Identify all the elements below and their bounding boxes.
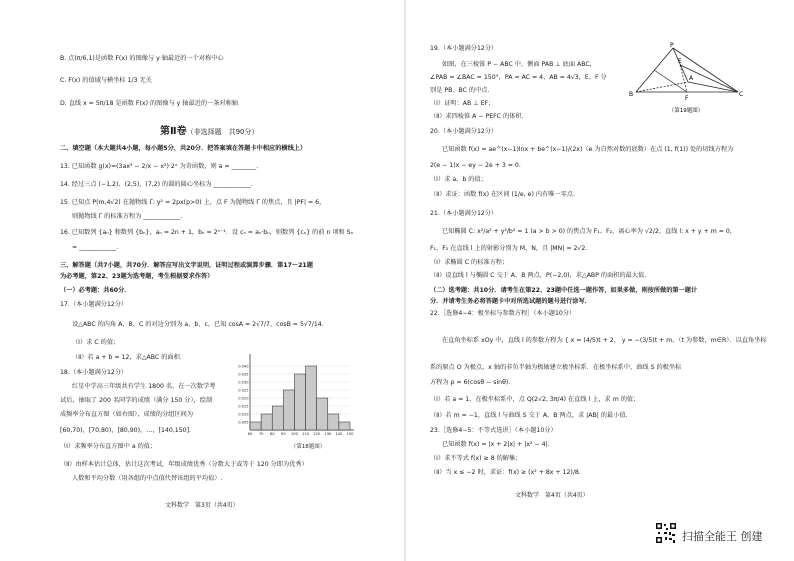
q22-part2: （Ⅱ）若 m = −1，直线 l 与曲线 S 交于 A、B 两点，求 |AB| 的最小值. <box>430 412 628 419</box>
hist-bar <box>283 390 294 430</box>
question-15-line1: 15. 已知点 P(m,4√2) 在抛物线 Γ: y² = 2px(p>0) 上，点 F 为抛物线 Γ 的焦点，且 |PF| = 6， <box>60 199 326 206</box>
section3-heading-2: 为必考题，第22、23题为选考题，考生根据要求作答） <box>60 273 214 280</box>
q19-part2: （Ⅱ）求四棱锥 A − PEFC 的体积. <box>430 113 524 120</box>
hist-bar <box>261 414 272 430</box>
question-14: 14. 经过三点 (−1,2)、(2,5)、(7,2) 的圆的圆心坐标为 ____________. <box>60 181 253 188</box>
q19-line2: ∠PAB = ∠BAC = 150°，PA = AC = 4，AB = 4√3，E、F 分 <box>430 74 607 81</box>
q21-line1: 已知椭圆 C: x²/a² + y²/b² = 1 (a > b > 0) 的焦点为 F₁、F₂，离心率为 √2/2，直线 l: x + y + m = 0， <box>442 228 736 235</box>
hist-x-tick: 70 <box>258 432 264 436</box>
q18-part2-cont: 人数和平均分数（用各组的中点值代替该组的平均值）. <box>72 475 223 482</box>
q19-line3: 别是 PB、BC 的中点. <box>430 87 490 94</box>
histogram-figure <box>228 350 358 450</box>
label-f: F <box>685 95 689 102</box>
q18-heading: 18.（本小题满分12分） <box>60 369 128 376</box>
question-15-line2: 则抛物线 Γ 的标准方程为 ____________. <box>72 213 183 220</box>
optional-heading-1: （二）选考题：共10分．请考生在第22、23题中任选一题作答，如果多做，则按所做的第一题计 <box>430 287 698 294</box>
q17-part2: （Ⅱ）若 a + b = 12，求△ABC 的面积. <box>72 354 182 361</box>
q17-heading: 17.（本小题满分12分） <box>60 301 128 308</box>
qr-code-icon <box>655 522 677 544</box>
label-a: A <box>689 75 694 82</box>
question-16-line1: 16. 已知数列 {aₙ} 和数列 {bₙ}，aₙ = 2n + 1，bₙ = 2ⁿ⁻¹．设 cₙ = aₙ·bₙ，则数列 {cₙ} 的前 n 项和 Sₙ <box>60 229 354 236</box>
hist-y-tick: 0.025 <box>238 388 249 393</box>
q23-heading: 23.［选修4−5：不等式选讲］（本小题10分） <box>430 427 557 434</box>
hist-x-tick: 100 <box>291 432 298 436</box>
hist-x-tick: 130 <box>324 432 332 436</box>
label-e: E <box>678 58 682 65</box>
q21-part2: （Ⅱ）设直线 l 与椭圆 C 交于 A、B 两点，P(−2,0)，求△ABP 的面积的最大值. <box>430 272 647 279</box>
pyramid-figure <box>628 40 748 115</box>
q17-part1: （Ⅰ）求 C 的值； <box>72 339 120 346</box>
part2-subtitle: （非选择题 共90分） <box>186 128 259 136</box>
q23-part1: （Ⅰ）求不等式 f(x) ≥ 8 的解集； <box>430 455 522 462</box>
option-b: B. 点(π/6,1)是函数 F(x) 的图像与 y 轴最近的一个对称中心 <box>60 55 224 62</box>
hist-x-tick: 110 <box>302 432 309 436</box>
q22-line1: 在直角坐标系 xOy 中，直线 l 的参数方程为 { x = (4/5)t + 2， y = −(3/5)t + m，（t 为参数，m∈R）．以直角坐标 <box>442 337 767 344</box>
hist-y-tick: 0.020 <box>238 396 249 401</box>
q20-line2: 2(e − 1)x − ey − 2e + 3 = 0. <box>430 162 521 169</box>
label-p: P <box>670 42 674 49</box>
q19-part1: （Ⅰ）证明：AB ⊥ EF； <box>430 100 495 107</box>
section2-heading: 二、填空题（本大题共4小题，每小题5分，共20分．把答案填在答题卡中相应的横线上） <box>60 145 307 152</box>
section3-heading-1: 三、解答题（共7小题，共70分．解答应写出文字说明，证明过程或演算步骤．第17～21题 <box>60 262 313 269</box>
q20-part1: （Ⅰ）求 a，b 的值； <box>430 176 487 183</box>
hist-y-tick: 0.010 <box>238 412 249 417</box>
right-page <box>410 0 794 561</box>
hist-bar <box>250 422 261 430</box>
histogram-caption: （第18题图） <box>290 444 326 450</box>
hist-bar <box>328 414 339 430</box>
hist-y-tick: 0.040 <box>238 364 249 369</box>
scanner-watermark: 扫描全能王 创建 <box>682 530 763 543</box>
hist-bar <box>294 374 305 430</box>
option-d: D. 直线 x = 5π/18 是函数 F(x) 的图像与 y 轴最近的一条对称轴 <box>60 100 238 107</box>
required-heading: （一）必考题：共60分． <box>60 287 131 294</box>
question-16-line2: = ____________. <box>72 244 119 251</box>
hist-y-tick: 0.005 <box>238 420 249 425</box>
hist-x-tick: 80 <box>269 432 275 436</box>
label-b: B <box>629 91 634 98</box>
hist-x-tick: 120 <box>313 432 321 436</box>
optional-heading-2: 分．并请考生务必将答题卡中对所选试题的题号进行涂写． <box>430 298 591 305</box>
hist-x-tick: 60 <box>247 432 253 436</box>
q22-part1: （Ⅰ）若 a = 1，在极坐标系中，点 Q(2√2, 3π/4) 在直线 l 上，求 m 的值； <box>430 396 640 403</box>
hist-bar <box>317 398 328 430</box>
hist-bar <box>272 406 283 430</box>
hist-x-tick: 140 <box>335 432 343 436</box>
q18-line4: [60,70)，[70,80)，[80,90)，…，[140,150]. <box>60 427 191 434</box>
q18-line3: 成频率分布直方图（如右图），成绩的分组区间为 <box>60 411 194 418</box>
q18-line2: 试后，抽取了 200 名同学的成绩（满分 150 分），绘制 <box>60 397 213 404</box>
q18-line1: 红星中学高三年级共有学生 1800 名，在一次数学考 <box>72 383 216 390</box>
q22-line3: 方程为 ρ = 6(cosθ − sinθ). <box>430 379 511 386</box>
q20-heading: 20.（本小题满分12分） <box>430 128 498 135</box>
q18-part2: （Ⅱ）由样本估计总体，估计这次考试，年级成绩优秀（分数大于或等于 120 分即为优秀） <box>60 461 308 468</box>
hist-bar <box>339 422 350 430</box>
q21-line2: F₁、F₂ 在直线 l 上的射影分别为 M、N，且 |MN| = 2√2. <box>430 245 588 252</box>
q19-heading: 19.（本小题满分12分） <box>430 45 498 52</box>
q21-heading: 21.（本小题满分12分） <box>430 210 498 217</box>
q21-part1: （Ⅰ）求椭圆 C 的标准方程； <box>430 259 509 266</box>
hist-y-tick: 0.030 <box>238 380 249 385</box>
hist-x-tick: 150 <box>346 432 354 436</box>
part2-title: 第Ⅱ卷（非选择题 共90分） <box>160 126 259 137</box>
q18-part1: （Ⅰ）求频率分布直方图中 a 的值； <box>60 443 157 450</box>
pyramid-caption: （第19题图） <box>668 108 704 114</box>
q19-line1: 如图，在三棱锥 P − ABC 中，侧面 PAB ⊥ 底面 ABC， <box>442 61 596 68</box>
q22-heading: 22.［选修4−4：极坐标与参数方程］（本小题10分） <box>430 310 576 317</box>
hist-bar <box>306 366 317 430</box>
q17-body: 设△ABC 的内角 A、B、C 的对边分别为 a、b、c，已知 cosA = 2√7/7，cosB = 5√7/14. <box>72 321 324 328</box>
left-footer: 文科数学 第3页（共4页） <box>165 502 239 509</box>
q20-part2: （Ⅱ）求证：函数 f(x) 在区间 (1/e, e) 内有唯一零点. <box>430 191 575 198</box>
option-c: C. F(x) 的值域与横坐标 1/3 无关 <box>60 77 152 84</box>
q22-line2: 系的原点 O 为极点，x 轴的非负半轴为极轴建立极坐标系．在极坐标系中，曲线 S 的极坐标 <box>430 364 682 371</box>
q23-line1: 已知函数 f(x) = |x + 2|x| + |x² − 4|. <box>442 441 550 448</box>
label-c: C <box>739 91 744 98</box>
hist-y-tick: 0.035 <box>238 372 249 377</box>
hist-y-tick: 0.015 <box>238 404 249 409</box>
q23-part2: （Ⅱ）当 x ≤ −2 时，求证：f(x) ≥ (x² + 8x + 12)/8. <box>430 469 581 476</box>
right-footer: 文科数学 第4页（共4页） <box>515 492 589 499</box>
q20-line1: 已知函数 f(x) = ae^(x−1)lnx + be^(x−1)/(2x)（e 为自然对数的底数）在点 (1, f(1)) 处的切线方程为 <box>442 146 734 153</box>
hist-x-tick: 90 <box>281 432 286 436</box>
question-13: 13. 已知函数 g(x)=(3ax³ − 2/x − x²)·2ˣ 为奇函数，则 a = ________. <box>60 163 259 170</box>
